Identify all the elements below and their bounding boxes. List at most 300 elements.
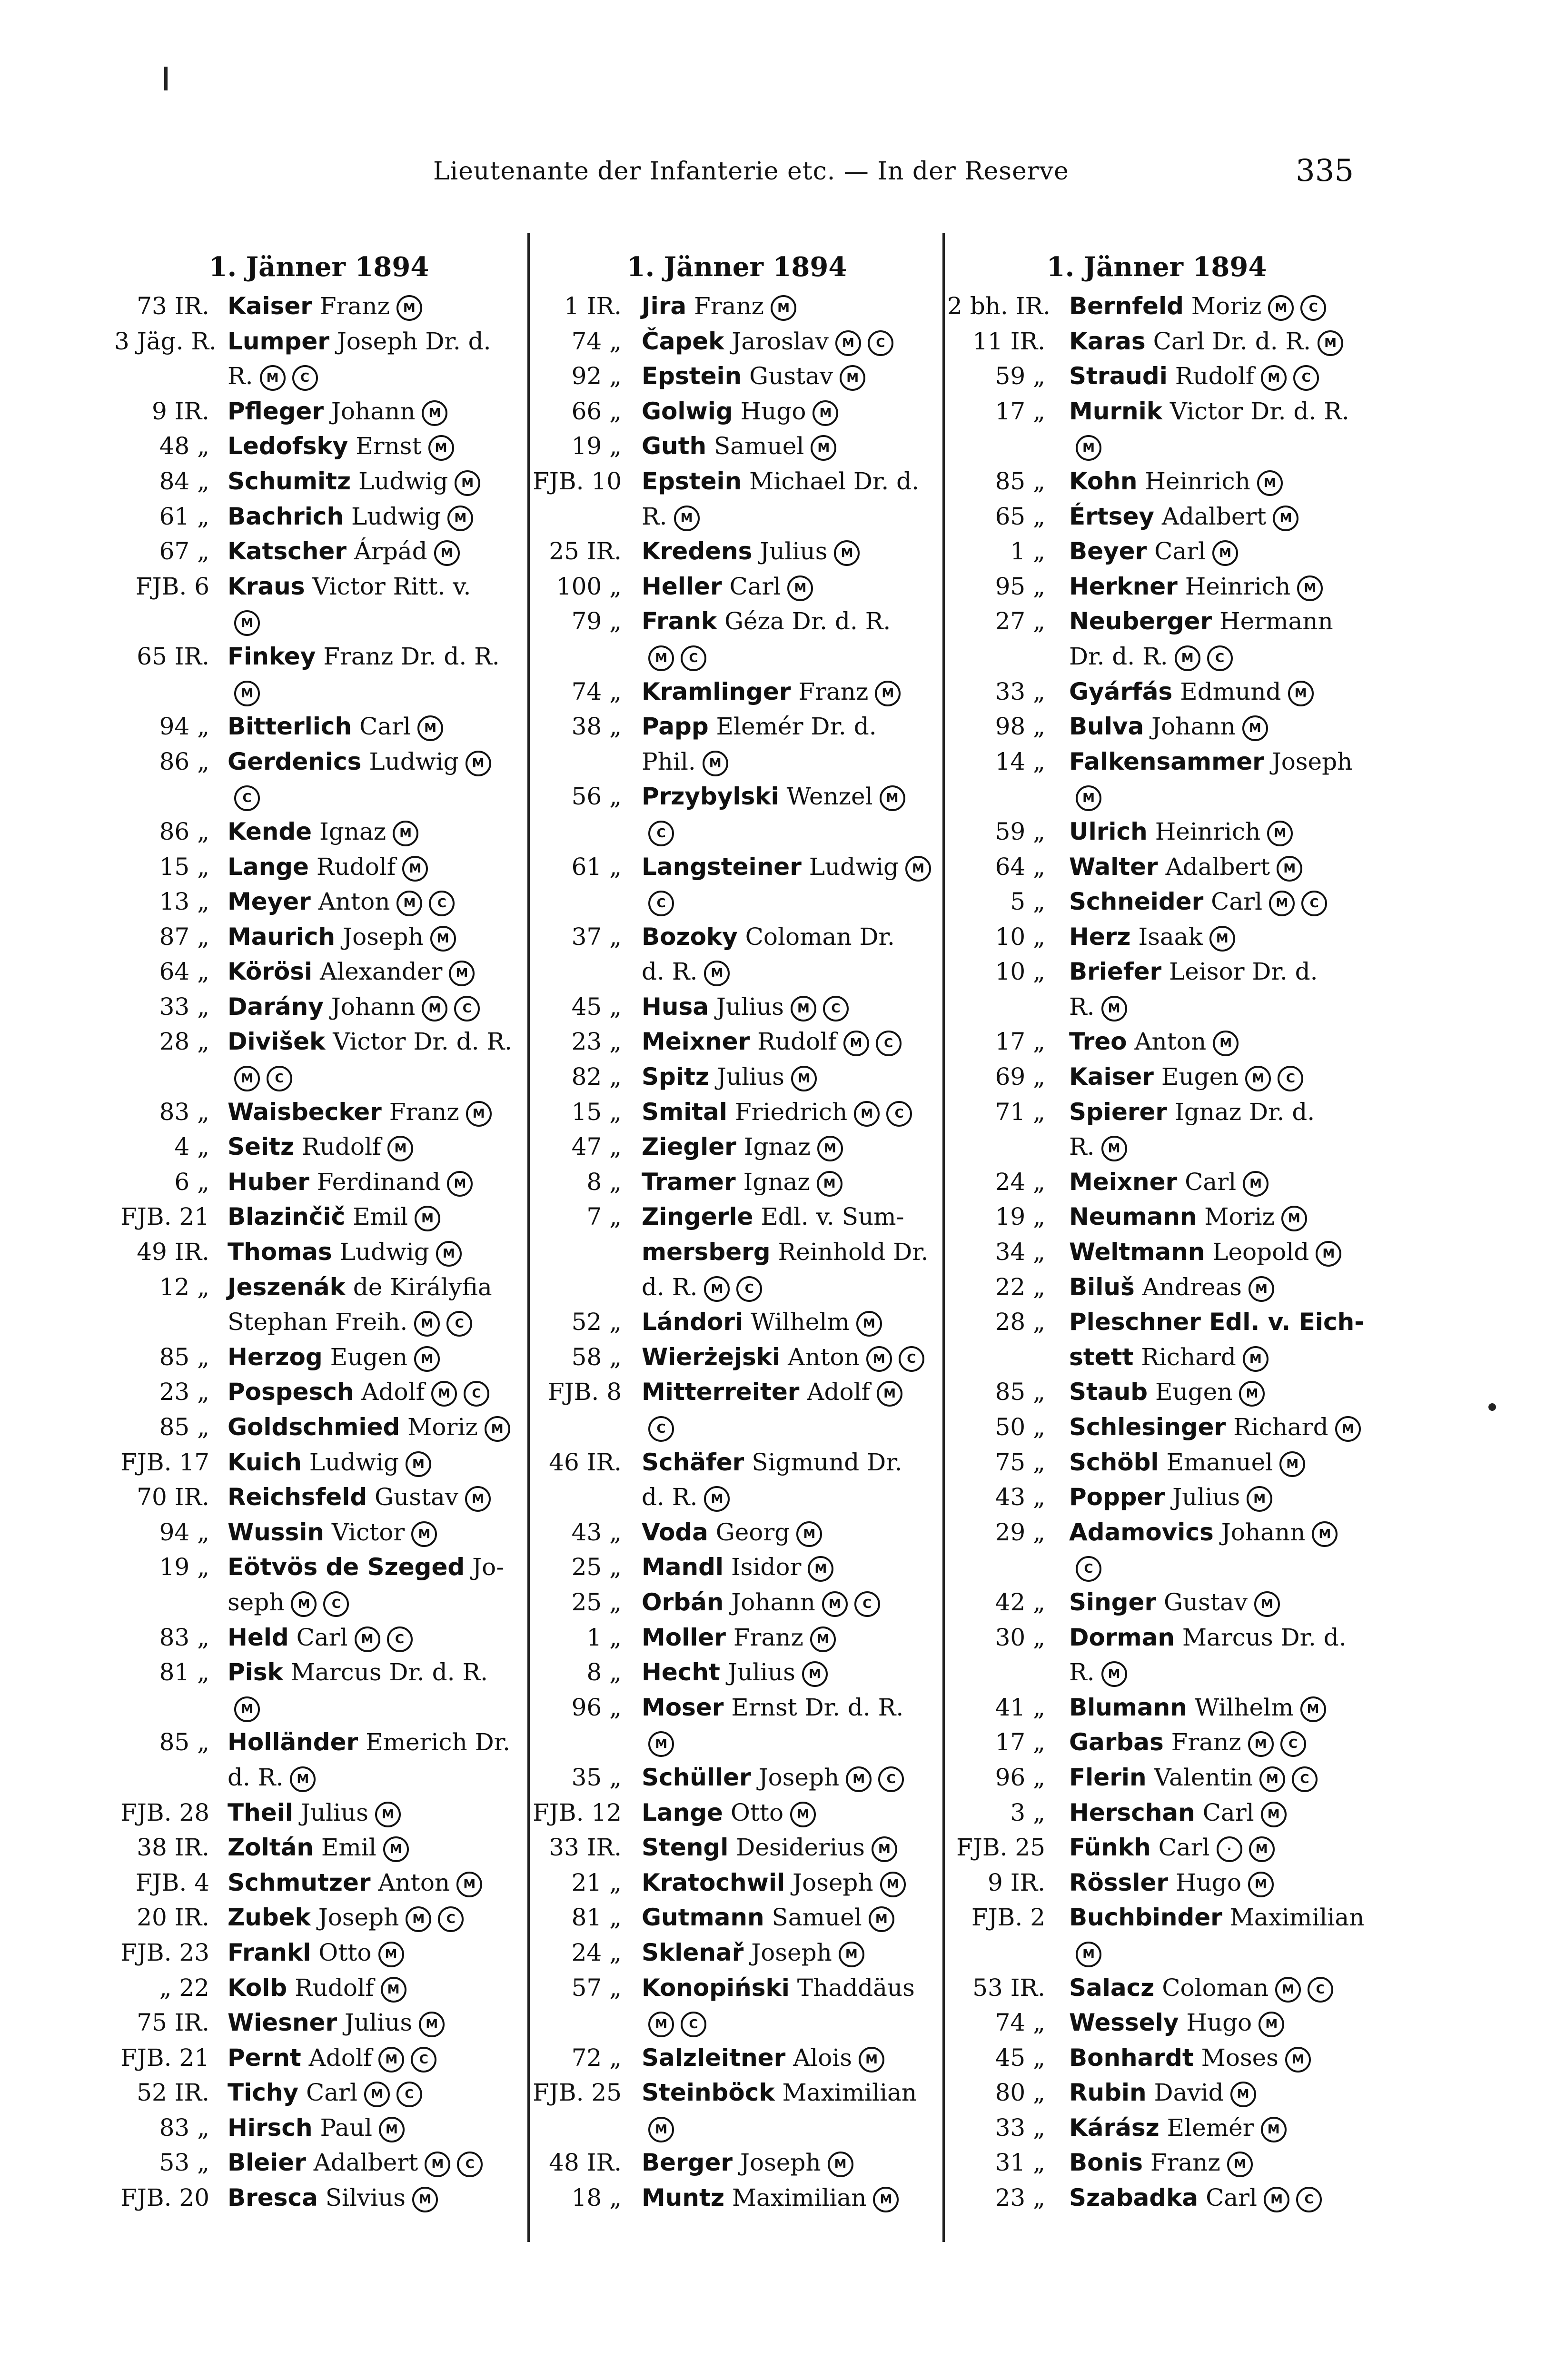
list-item [947,1971,1366,2006]
surname: Stengl [642,1834,729,1862]
medal-m-icon: M [1249,1276,1274,1302]
surname: Biluš [1069,1273,1135,1301]
list-item [532,534,941,569]
entry-text [228,814,418,850]
regiment-number: 85 „ [995,467,1045,495]
entry-text [228,1830,409,1865]
regiment-number: 64 „ [159,958,209,986]
given-name: Maximilian [782,2079,917,2107]
medal-m-icon: M [466,1101,492,1127]
surname: Wussin [228,1518,325,1546]
entry-text [1069,2075,1256,2111]
medal-m-icon: M [1273,506,1298,531]
surname: Blumann [1069,1693,1187,1721]
list-item [532,1655,941,1690]
entry-text [228,2111,405,2146]
surname: Értsey [1069,502,1154,530]
medal-m-icon: M [1259,1766,1285,1792]
regiment-number: 56 „ [571,783,622,811]
entry-text [642,534,860,569]
given-name: Joseph [751,1938,832,1966]
list-item [114,884,524,920]
list-item [947,1305,1366,1340]
list-item [114,359,524,394]
medal-c-icon: C [1293,365,1319,391]
regiment-number: „ 22 [159,1973,209,2002]
regiment-number: 34 „ [995,1238,1045,1266]
surname: Pfleger [228,397,324,425]
list-item [947,744,1366,780]
list-item [114,850,524,885]
given-name: Johann [331,992,416,1021]
medal-m-icon: M [880,1872,906,1897]
regiment-number: FJB. 28 [120,1798,209,1826]
surname: Spierer [1069,1098,1168,1126]
surname: Schmutzer [228,1868,371,1896]
surname: Schneider [1069,888,1204,916]
entry-text [228,1865,482,1901]
given-name: Julius [760,537,828,565]
medal-m-icon: M [419,2012,445,2037]
regiment-number: 20 IR. [137,1904,209,1932]
surname: Tichy [228,2079,299,2107]
list-item [532,1900,941,1935]
given-name: Valentin [1154,1763,1253,1791]
regiment-number: 81 „ [159,1658,209,1686]
list-item [947,920,1366,955]
entry-text [1069,394,1349,429]
medal-c-icon: C [1301,891,1327,916]
entry-text [1069,1620,1347,1656]
list-item [114,1725,524,1760]
entry-text [1069,1305,1364,1340]
entry-text [642,1235,929,1270]
list-item [947,569,1366,605]
given-name: d. R. [642,1483,698,1511]
given-name: Wenzel [786,783,873,811]
list-item [947,1340,1366,1375]
given-name: Joseph [793,1868,873,1896]
entry-text [228,1270,492,1305]
surname: Gyárfás [1069,677,1173,705]
medal-m-icon: M [835,330,861,356]
given-name: Maximilian [732,2184,867,2212]
list-item [947,2075,1366,2111]
list-item [532,1585,941,1620]
entry-text [1069,1725,1306,1760]
regiment-number: 17 „ [995,397,1045,425]
surname: Körösi [228,958,313,986]
medal-m-icon: M [396,891,422,916]
entry-text [642,359,865,394]
list-item [532,464,941,499]
given-name: Joseph [343,922,424,951]
surname: Epstein [642,362,742,390]
entry-text [228,1480,491,1515]
given-name: Edl. v. Sum- [761,1203,904,1231]
given-name: Joseph Dr. d. [337,327,491,355]
list-item [114,1270,524,1305]
medal-m-icon: M [1175,645,1200,671]
list-item [532,814,941,850]
surname: Kraus [228,572,305,600]
medal-m-icon: M [1243,1171,1269,1197]
surname: Finkey [228,642,316,670]
list-item [532,324,941,359]
given-name: Joseph [758,1763,840,1791]
medal-m-icon: M [378,1942,404,1967]
medal-m-icon: M [1245,1066,1271,1091]
entry-text [228,1165,473,1200]
list-item [947,814,1366,850]
entry-text [642,1585,880,1620]
medal-m-icon: M [866,1346,892,1372]
list-item [947,1165,1366,1200]
entry-text [1069,1655,1127,1690]
given-name: Franz [798,677,869,705]
medal-m-icon: M [1297,575,1323,601]
entry-text [228,394,447,429]
surname: Popper [1069,1483,1165,1511]
surname: Jira [642,292,687,320]
entry-text [228,569,471,605]
list-item [947,954,1366,990]
surname: Wessely [1069,2009,1179,2037]
list-item [114,499,524,535]
surname: Lumper [228,327,329,355]
entry-text [642,569,813,605]
surname: Treo [1069,1028,1127,1056]
surname: Bachrich [228,502,344,530]
entry-text [1069,1515,1338,1550]
entry-text [1069,1795,1287,1831]
entry-text [228,464,480,499]
given-name: Adalbert [1165,853,1270,881]
entry-text [1069,1060,1303,1095]
medal-c-icon: C [648,891,674,916]
surname: Lange [228,853,309,881]
given-name: Georg [715,1518,790,1546]
column-3 [947,245,1366,2216]
entry-text [1069,1340,1269,1375]
surname: Maurich [228,922,336,951]
medal-m-icon: M [412,2187,438,2212]
given-name: Isidor [731,1553,802,1581]
surname: Heller [642,572,722,600]
given-name: Wilhelm [1194,1693,1294,1721]
given-name: Paul [320,2113,372,2142]
given-name: Michael Dr. d. [749,467,920,495]
entry-text [1069,464,1283,499]
entry-text [228,1200,440,1235]
entry-text [642,1515,822,1550]
medal-m-icon: M [648,2117,674,2142]
given-name: Carl [729,572,781,600]
list-item [947,1655,1366,1690]
regiment-number: 9 IR. [152,397,209,425]
regiment-number: 59 „ [995,817,1045,845]
given-name: Adalbert [1161,502,1267,530]
medal-m-icon: M [817,1136,843,1161]
regiment-number: 23 „ [995,2184,1045,2212]
given-name: Franz [733,1623,803,1651]
entry-text [1069,289,1326,324]
surname: Kramlinger [642,677,791,705]
medal-m-icon: M [381,1977,406,2003]
entry-text [642,1480,730,1515]
given-name: Richard [1233,1413,1328,1441]
regiment-number: 98 „ [995,713,1045,741]
list-item [947,1445,1366,1480]
given-name: Johann [1221,1518,1306,1546]
entry-text [642,850,931,885]
given-name: Joseph [740,2149,821,2177]
medal-m-icon: M [387,1136,413,1161]
list-item [114,1340,524,1375]
surname: Kaiser [228,292,312,320]
given-name: Edmund [1180,677,1281,705]
list-item [947,1935,1366,1971]
entry-text [228,2145,483,2181]
list-item [114,1760,524,1795]
surname: Herz [1069,922,1131,951]
list-item [532,850,941,885]
regiment-number: 53 „ [159,2149,209,2177]
regiment-number: 50 „ [995,1413,1045,1441]
entry-text [642,1375,902,1410]
list-item [947,1480,1366,1515]
entry-text [228,1060,292,1095]
surname: Kuich [228,1448,302,1476]
medal-c-icon: C [429,891,455,916]
list-item [114,1095,524,1130]
entry-text [642,499,700,535]
list-item [532,289,941,324]
given-name: Rudolf [316,853,396,881]
medal-m-icon: M [1288,681,1314,706]
entry-text [642,744,728,780]
regiment-number: 10 „ [995,922,1045,951]
surname: Gutmann [642,1904,764,1932]
given-name: Árpád [354,537,427,565]
regiment-number: FJB. 8 [547,1378,622,1406]
given-name: Anton [788,1343,860,1371]
surname: Zoltán [228,1834,314,1862]
list-item [114,990,524,1025]
medal-m-icon: M [1247,1486,1272,1512]
entry-text [228,1445,431,1480]
list-item [947,2005,1366,2041]
surname: Adamovics [1069,1518,1214,1546]
medal-m-icon: M [813,400,838,426]
given-name: Julius [727,1658,795,1686]
given-name: Joseph [1271,747,1353,775]
medal-m-icon: M [869,1906,894,1932]
medal-m-icon: M [465,1486,491,1512]
given-name: Hugo [740,397,806,425]
entry-text [1069,2145,1253,2181]
entry-text [642,920,895,955]
given-name: Eugen [330,1343,408,1371]
list-item [947,534,1366,569]
medal-c-icon: C [1296,2187,1322,2212]
list-item [947,1270,1366,1305]
given-name: Anton [378,1868,450,1896]
given-name: Ignaz [743,1133,811,1161]
given-name: Emil [321,1834,377,1862]
given-name: de Királyfia [353,1273,492,1301]
medal-m-icon: M [648,1731,674,1757]
medal-m-icon: M [414,1311,440,1337]
medal-m-icon: M [414,1346,440,1372]
medal-m-icon: M [290,1766,316,1792]
entry-text [642,1270,762,1305]
list-item [114,1900,524,1935]
given-name: Samuel [772,1904,862,1932]
list-item [532,709,941,744]
list-item [947,850,1366,885]
surname: Gerdenics [228,747,362,775]
list-item [532,1830,941,1865]
entry-text [1069,1165,1269,1200]
given-name: Rudolf [757,1028,837,1056]
entry-text [1069,1200,1307,1235]
medal-c-icon: C [648,1416,674,1442]
list-item [532,499,941,535]
list-item [114,2181,524,2216]
regiment-number: 86 „ [159,747,209,775]
entry-text [642,1060,817,1095]
regiment-number: FJB. 25 [533,2079,622,2107]
regiment-number: 96 „ [571,1693,622,1721]
entry-text [228,1375,489,1410]
list-item [114,1024,524,1060]
medal-c-icon: C [648,821,674,846]
given-name: Hugo [1186,2009,1252,2037]
medal-m-icon: M [415,1206,440,1231]
surname: Wiesner [228,2009,337,2037]
surname: Kohn [1069,467,1138,495]
surname: Pospesch [228,1378,354,1406]
entry-text [1069,850,1302,885]
regiment-number: 43 „ [995,1483,1045,1511]
regiment-number: 38 IR. [137,1834,209,1862]
list-item [532,1060,941,1095]
entry-text [1069,359,1319,394]
given-name: Ignaz [319,817,386,845]
given-name: Coloman [1162,1973,1269,2002]
medal-m-icon: M [1101,996,1127,1021]
list-item [114,2145,524,2181]
surname: Szabadka [1069,2184,1199,2212]
surname: Bernfeld [1069,292,1184,320]
given-name: Ludwig [369,747,459,775]
given-name: Samuel [714,432,804,460]
given-name: Julius [716,992,784,1021]
medal-m-icon: M [1248,1872,1274,1897]
regiment-number: 85 „ [159,1343,209,1371]
regiment-number: 35 „ [571,1763,622,1791]
medal-c-icon: C [854,1591,880,1617]
page-number: 335 [1296,153,1354,188]
entry-text [642,2145,853,2181]
regiment-number: 83 „ [159,2113,209,2142]
given-name: Rudolf [301,1133,381,1161]
entry-text [1069,920,1235,955]
regiment-number: 19 „ [159,1553,209,1581]
medal-c-icon: C [899,1346,924,1372]
list-item [532,1795,941,1831]
surname: Meixner [642,1028,750,1056]
regiment-number: 28 „ [159,1028,209,1056]
given-name: Adolf [361,1378,425,1406]
surname: Kolb [228,1973,287,2002]
list-item [947,709,1366,744]
surname: Herschan [1069,1798,1195,1826]
list-item [114,814,524,850]
surname: Meyer [228,888,311,916]
given-name: Moriz [1204,1203,1275,1231]
regiment-number: 94 „ [159,1518,209,1546]
given-name: Franz [389,1098,459,1126]
entry-text [1069,429,1101,464]
surname: Mitterreiter [642,1378,800,1406]
entry-text [228,534,460,569]
medal-m-icon: M [1257,470,1283,496]
regiment-number: 33 IR. [549,1834,622,1862]
entry-text [642,1340,924,1375]
surname: Neumann [1069,1203,1197,1231]
list-item [947,1375,1366,1410]
medal-m-icon: M [704,1486,730,1512]
list-item [532,604,941,639]
medal-m-icon: M [1269,891,1295,916]
given-name: Marcus Dr. d. [1182,1623,1347,1651]
surname: Rubin [1069,2079,1147,2107]
given-name: Carl [1211,888,1263,916]
medal-m-icon: M [1281,1206,1307,1231]
regiment-number: 31 „ [995,2149,1045,2177]
regiment-number: 75 IR. [137,2009,209,2037]
medal-m-icon: M [291,1591,317,1617]
edge-mark [164,67,168,90]
regiment-number: 85 „ [159,1413,209,1441]
list-item [114,394,524,429]
medal-m-icon: M [396,295,422,321]
entry-text [1069,709,1268,744]
entry-text [228,1340,440,1375]
list-item [532,779,941,814]
list-item [114,569,524,605]
regiment-number: FJB. 2 [971,1904,1045,1932]
given-name: Ernst [356,432,422,460]
list-item [114,920,524,955]
surname: Steinböck [642,2079,775,2107]
entry-text [228,2041,436,2076]
list-item [947,429,1366,464]
list-item [114,779,524,814]
surname: Zingerle [642,1203,753,1231]
given-name: Ludwig [309,1448,399,1476]
medal-m-icon: M [810,1626,836,1652]
regiment-number: 80 „ [995,2079,1045,2107]
list-item [947,1060,1366,1095]
surname: Theil [228,1798,293,1826]
regiment-number: 5 „ [1010,888,1045,916]
list-item [532,2041,941,2076]
medal-c-icon: C [457,2152,483,2177]
given-name: Andreas [1142,1273,1242,1301]
